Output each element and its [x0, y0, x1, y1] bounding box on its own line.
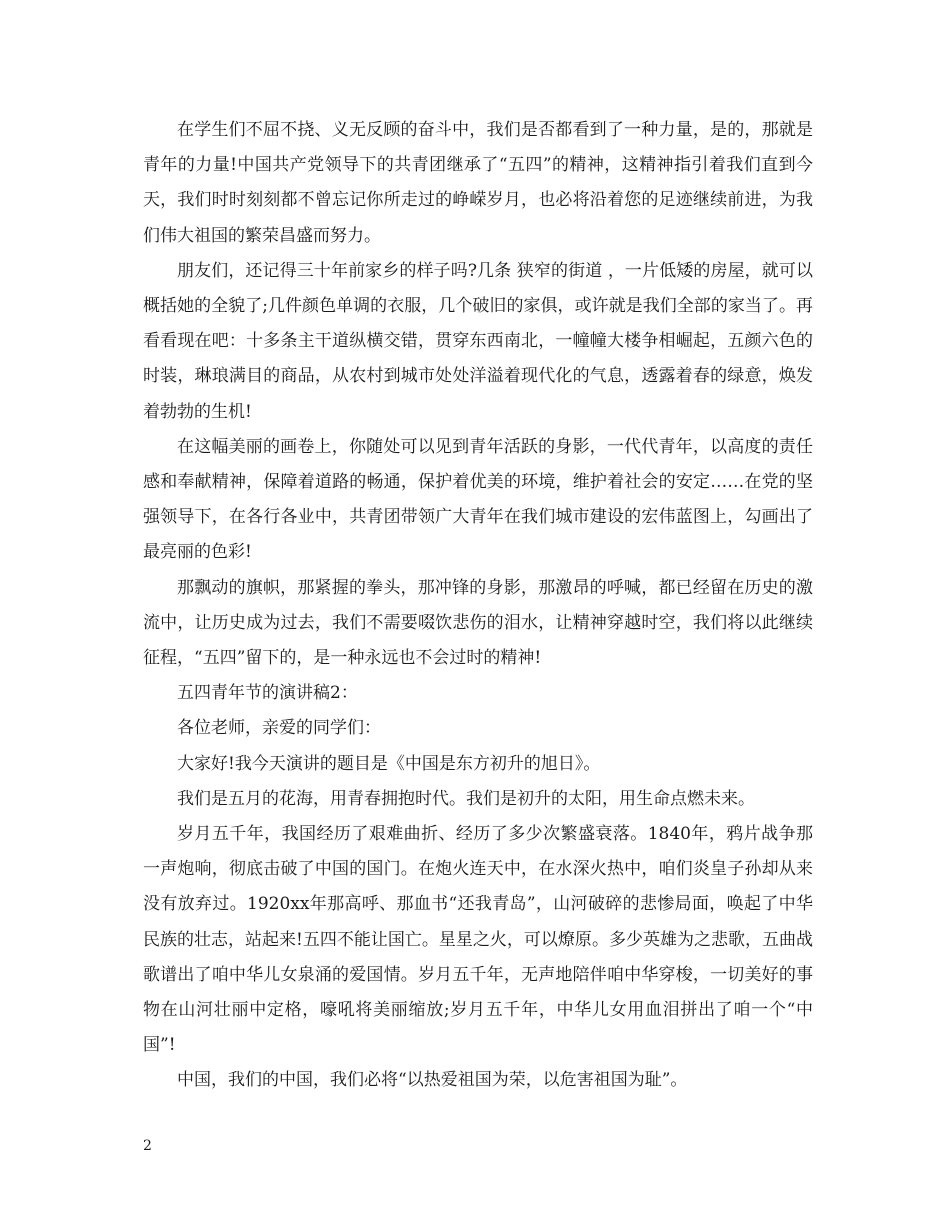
- document-body: [143, 113, 813, 1099]
- paragraph-10: 中国，我们的中国，我们必将“以热爱祖国为荣，以危害祖国为耻”。: [177, 1070, 688, 1091]
- paragraph-8: 我们是五月的花海，用青春拥抱时代。我们是初升的太阳，用生命点燃未来。: [177, 788, 755, 809]
- speech-heading: 五四青年节的演讲稿2：: [177, 683, 358, 704]
- paragraph-1: 在学生们不屈不挠、义无反顾的奋斗中，我们是否都看到了一种力量，是的，那就是青年的力量!中国共产党领导下的共青团继承了“五四”的精神，这精神指引着我们直到今天，我们时时刻刻都不曾忘记你所走过的峥嵘岁月，也必将沿着您的足迹继续前进，为我们伟大祖国的繁荣昌盛而努力。: [143, 120, 813, 246]
- speech-title-line: 大家好!我今天演讲的题目是《中国是东方初升的旭日》。: [177, 753, 601, 774]
- paragraph-4: 那飘动的旗帜，那紧握的拳头，那冲锋的身影，那激昂的呼喊，都已经留在历史的激流中，让历史成为过去，我们不需要啜饮悲伤的泪水，让精神穿越时空，我们将以此继续征程，“五四”留下的，是一种永远也不会过时的精神!: [143, 577, 813, 669]
- paragraph-9: 岁月五千年，我国经历了艰难曲折、经历了多少次繁盛衰落。1840年，鸦片战争那一声炮响，彻底击破了中国的国门。在炮火连天中，在水深火热中，咱们炎皇子孙却从来没有放弃过。1920xx年那高呼、那血书“还我青岛”，山河破碎的悲惨局面，唤起了中华民族的壮志，站起来!五四不能让国亡。星星之火，可以燎原。多少英雄为之悲歌，五曲战歌谱出了咱中华儿女泉涌的爱国情。岁月五千年，无声地陪伴咱中华穿梭，一切美好的事物在山河壮丽中定格，嚎吼将美丽缩放;岁月五千年，中华儿女用血泪拼出了咱一个“中国”!: [143, 824, 813, 1056]
- page-number: 2: [143, 1138, 152, 1154]
- salutation: 各位老师，亲爱的同学们：: [177, 718, 381, 739]
- paragraph-3: 在这幅美丽的画卷上，你随处可以见到青年活跃的身影，一代代青年，以高度的责任感和奉献精神，保障着道路的畅通，保护着优美的环境，维护着社会的安定……在党的坚强领导下，在各行各业中，共青团带领广大青年在我们城市建设的宏伟蓝图上，勾画出了最亮丽的色彩!: [143, 436, 813, 563]
- paragraph-2: 朋友们，还记得三十年前家乡的样子吗?几条 狭窄的街道 ，一片低矮的房屋，就可以概括她的全貌了;几件颜色单调的衣服，几个破旧的家俱，或许就是我们全部的家当了。再看看现在吧：十多条主干道纵横交错，贯穿东西南北，一幢幢大楼争相崛起，五颜六色的时装，琳琅满目的商品，从农村到城市处处洋溢着现代化的气息，透露着春的绿意，焕发着勃勃的生机!: [143, 260, 813, 422]
